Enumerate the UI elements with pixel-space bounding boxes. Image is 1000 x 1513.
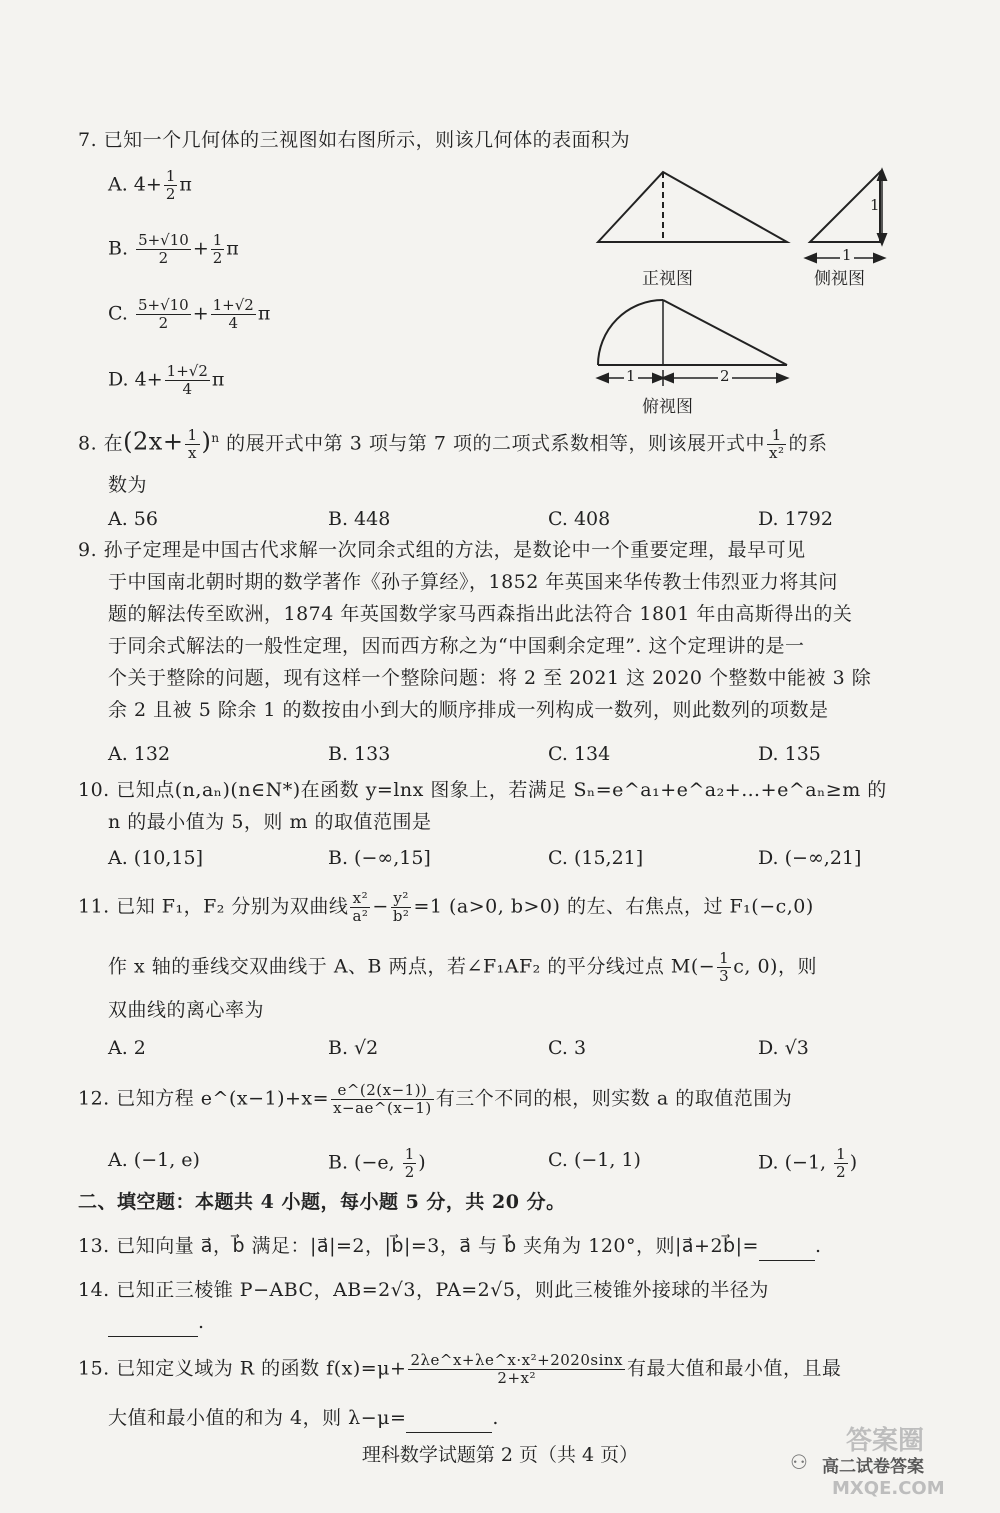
q10-option-d: D. (−∞,21] xyxy=(758,847,862,869)
q13-answer-blank xyxy=(759,1232,815,1261)
q11-option-a: A. 2 xyxy=(108,1037,146,1059)
q8-stem-cont: 数为 xyxy=(108,474,148,496)
q12-option-a: A. (−1, e) xyxy=(108,1149,200,1171)
q8-option-a: A. 56 xyxy=(108,508,158,530)
q9-line-2: 于中国南北朝时期的数学著作《孙子算经》，1852 年英国来华传教士伟烈亚力将其问 xyxy=(108,571,838,593)
q12-option-d: D. (−1, $\frac{1}{2}$ ) xyxy=(758,1145,858,1181)
q11-option-c: C. 3 xyxy=(548,1037,587,1059)
watermark-logo: 答案圈 xyxy=(846,1426,925,1456)
q8-option-c: C. 408 xyxy=(548,508,611,530)
watermark-brand: 高二试卷答案 xyxy=(822,1457,924,1477)
q11-option-b: B. √2 xyxy=(328,1037,379,1059)
q9-line-6: 余 2 且被 5 除余 1 的数按由小到大的顺序排成一列构成一数列，则此数列的项数是 xyxy=(108,699,829,721)
q9-option-b: B. 133 xyxy=(328,743,391,765)
q10-option-b: B. (−∞,15] xyxy=(328,847,431,869)
q9-line-4: 于同余式解法的一般性定理，因而西方称之为“中国剩余定理”. 这个定理讲的是一 xyxy=(108,635,805,657)
q9-option-c: C. 134 xyxy=(548,743,611,765)
q11-line-2: 作 x 轴的垂线交双曲线于 A、B 两点，若∠F₁AF₂ 的平分线过点 M(− $\frac{1}{3}$ c, 0)，则 xyxy=(108,949,817,985)
q9-line-5: 个关于整除的问题，现有这样一个整除问题：将 2 至 2021 这 2020 个整数中能被 3 除 xyxy=(108,667,872,689)
top-dim-2-label: 2 xyxy=(720,367,730,385)
q14-stem: 14. 已知正三棱锥 P−ABC，AB=2√3，PA=2√5，则此三棱锥外接球的半径为 xyxy=(78,1279,769,1301)
q12-option-b: B. (−e, $\frac{1}{2}$ ) xyxy=(328,1145,426,1181)
q12-stem: 12. 已知方程 e^(x−1)+x= $\frac{e\^{}(2(x-1))}{x-ae\^{}(x-1)}$ 有三个不同的根，则实数 a 的取值范围为 xyxy=(78,1081,793,1117)
q11-line-3: 双曲线的离心率为 xyxy=(108,999,265,1021)
q8-option-d: D. 1792 xyxy=(758,508,833,530)
q11-line-1: 11. 已知 F₁，F₂ 分别为双曲线 $\frac{\text{x²}}{\text{a²}}$ − $\frac{\text{y²}}{\text{b²}}$ =1 (a>0, b>0) 的左、右焦点，过 F₁(−c,0) xyxy=(78,889,814,925)
q10-line-2: n 的最小值为 5，则 m 的取值范围是 xyxy=(108,811,432,833)
side-view-label: 侧视图 xyxy=(814,269,865,289)
top-dim-1-label: 1 xyxy=(626,367,636,385)
front-view xyxy=(598,172,787,242)
q14-answer-blank xyxy=(108,1308,198,1337)
q10-line-1: 10. 已知点(n,aₙ)(n∈N*)在函数 y=lnx 图象上，若满足 Sₙ=e^a₁+e^a₂+…+e^aₙ≥m 的 xyxy=(78,779,887,801)
q14-answer-line: . xyxy=(108,1308,205,1337)
side-width-label: 1 xyxy=(842,246,852,264)
q9-line-1: 9. 孙子定理是中国古代求解一次同余式组的方法，是数论中一个重要定理，最早可见 xyxy=(78,539,806,561)
q10-option-c: C. (15,21] xyxy=(548,847,644,869)
q13-stem: 13. 已知向量 a⃗，b⃗ 满足：|a⃗|=2，|b⃗|=3，a⃗ 与 b⃗ 夹角为 120°，则|a⃗+2b⃗|= . xyxy=(78,1232,821,1261)
q8-stem: 8. 在(2x+ $\frac{1}{x}$ )$^n$ 的展开式中第 3 项与第 7 项的二项式系数相等，则该展开式中 $\frac{1}{\text{x²}}$ 的系 xyxy=(78,425,828,462)
q9-option-a: A. 132 xyxy=(108,743,171,765)
wechat-icon: ⚇ xyxy=(790,1450,808,1474)
q15-line-1: 15. 已知定义域为 R 的函数 f(x)=μ+ $\frac{\text{2λe\textasciicircum{}x+λe\textasciicircum{}x·x²+2020sinx}}{\text{2+x²}}$ 有最大值和最小值，且最 xyxy=(78,1351,842,1387)
q7-option-b: B. $\frac{5+√10}{2}$ + $\frac{1}{2}$ π xyxy=(108,231,239,267)
q9-line-3: 题的解法传至欧洲，1874 年英国数学家马西森指出此法符合 1801 年由高斯得出的关 xyxy=(108,603,853,625)
q10-option-a: A. (10,15] xyxy=(108,847,204,869)
watermark-site: MXQE.COM xyxy=(832,1478,945,1499)
q15-line-2: 大值和最小值的和为 4，则 λ−μ= . xyxy=(108,1404,499,1433)
side-height-label: 1 xyxy=(870,196,880,214)
top-view-label: 俯视图 xyxy=(642,397,693,417)
q7-stem: 7. 已知一个几何体的三视图如右图所示，则该几何体的表面积为 xyxy=(78,129,631,151)
q7-option-d: D. 4+ $\frac{1+√2}{4}$ π xyxy=(108,362,225,398)
q7-option-a: A. 4+ $\frac{1}{2}$ π xyxy=(108,167,192,203)
q15-answer-blank xyxy=(406,1404,492,1433)
q9-option-d: D. 135 xyxy=(758,743,821,765)
section-2-heading: 二、填空题：本题共 4 小题，每小题 5 分，共 20 分。 xyxy=(78,1191,566,1213)
three-view-figure xyxy=(0,0,1000,420)
q12-option-c: C. (−1, 1) xyxy=(548,1149,641,1171)
page-footer: 理科数学试题第 2 页（共 4 页） xyxy=(361,1444,639,1466)
q7-option-c: C. $\frac{5+√10}{2}$ + $\frac{1+√2}{4}$ π xyxy=(108,296,271,332)
front-view-label: 正视图 xyxy=(642,269,693,289)
q8-option-b: B. 448 xyxy=(328,508,391,530)
q11-option-d: D. √3 xyxy=(758,1037,809,1059)
